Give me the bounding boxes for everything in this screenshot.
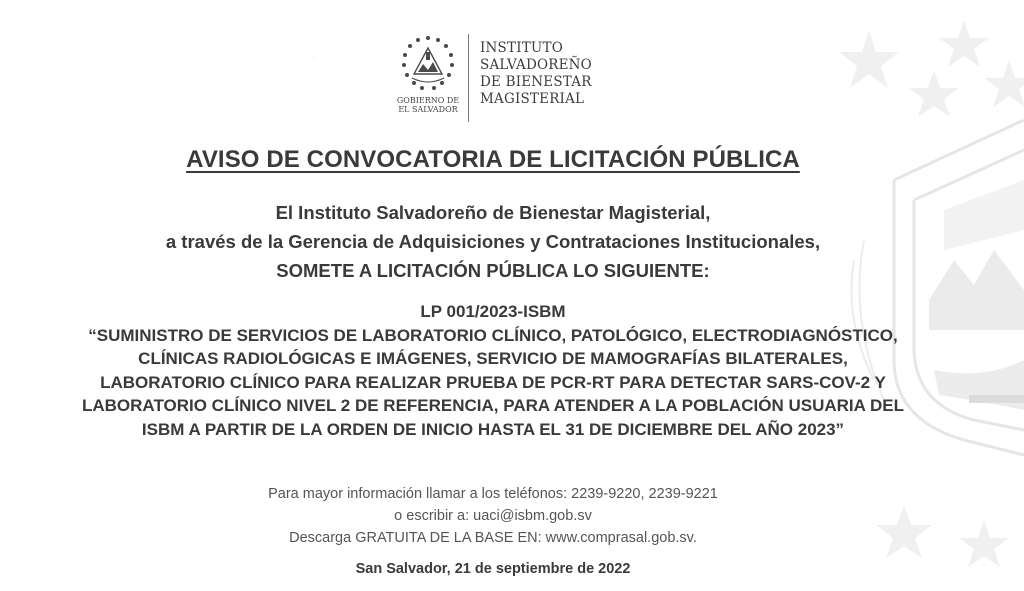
contact-info [0,483,986,549]
institution-name-line: SALVADOREÑO [480,57,592,73]
intro-line: SOMETE A LICITACIÓN PÚBLICA LO SIGUIENTE: [276,260,710,281]
contact-email: o escribir a: uaci@isbm.gob.sv [394,508,592,524]
date-line: San Salvador, 21 de septiembre de 2022 [355,561,631,577]
intro-line: a través de la Gerencia de Adquisiciones y Contrataciones Institucionales, [165,231,821,252]
institution-name-line: DE BIENESTAR [480,74,592,90]
institution-name-line: INSTITUTO [480,40,563,56]
government-caption [394,96,462,114]
tender-description-line: ISBM A PARTIR DE LA ORDEN DE INICIO HASTA EL 31 DE DICIEMBRE DEL AÑO 2023” [141,419,845,439]
contact-download: Descarga GRATUITA DE LA BASE EN: www.comprasal.gob.sv. [289,530,697,546]
page-title-text: AVISO DE CONVOCATORIA DE LICITACIÓN PÚBLICA [186,146,800,173]
government-caption-line1: GOBIERNO DE [396,96,460,105]
page-title [0,146,986,174]
institution-name [480,40,592,108]
contact-phones: Para mayor información llamar a los teléfonos: 2239-9220, 2239-9221 [268,486,718,502]
tender-description-line: LABORATORIO CLÍNICO PARA REALIZAR PRUEBA DE PCR-RT PARA DETECTAR SARS-COV-2 Y [100,372,886,392]
tender-code: LP 001/2023-ISBM [420,302,566,321]
intro-line: El Instituto Salvadoreño de Bienestar Magisterial, [275,202,711,223]
logo-divider [468,34,469,122]
institution-logo [396,34,626,124]
intro-block [0,198,986,285]
tender-description-line: LABORATORIO CLÍNICO NIVEL 2 DE REFERENCIA, PARA ATENDER A LA POBLACIÓN USUARIA DEL [81,396,904,415]
government-caption-line2: EL SALVADOR [398,105,458,114]
tender-description-line: CLÍNICAS RADIOLÓGICAS E IMÁGENES, SERVICIO DE MAMOGRAFÍAS BILATERALES, [138,349,848,368]
tender-block [0,300,986,441]
tender-description-line: “SUMINISTRO DE SERVICIOS DE LABORATORIO CLÍNICO, PATOLÓGICO, ELECTRODIAGNÓSTICO, [88,325,898,345]
institution-name-line: MAGISTERIAL [480,91,585,107]
stray-mark: · [313,55,315,62]
